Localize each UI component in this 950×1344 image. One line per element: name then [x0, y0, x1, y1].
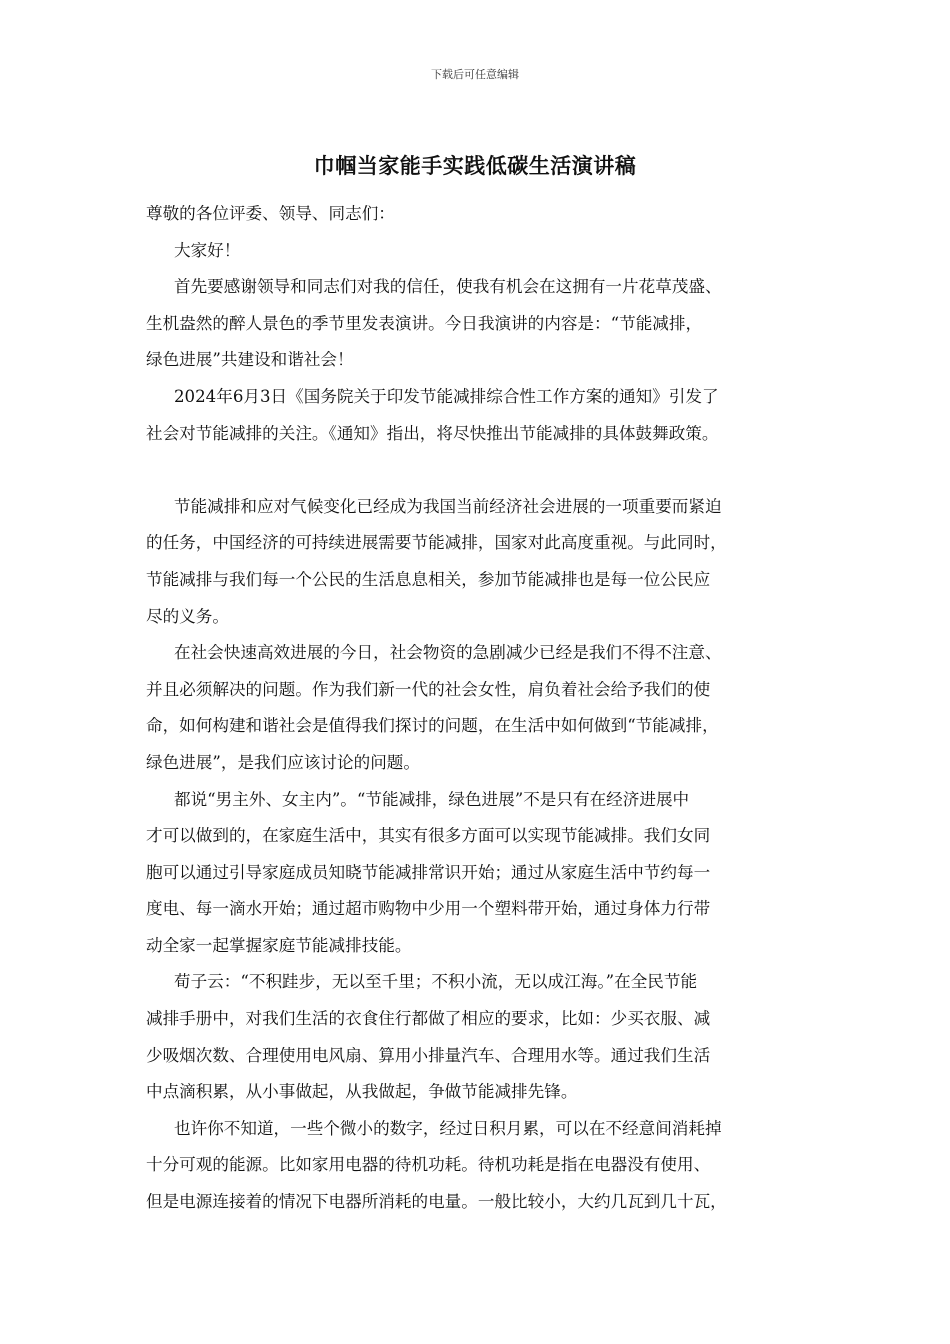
- paragraph-line: 首先要感谢领导和同志们对我的信任，使我有机会在这拥有一片花草茂盛、: [174, 277, 722, 297]
- paragraph-line: 中点滴积累，从小事做起，从我做起，争做节能减排先锋。: [146, 1082, 578, 1102]
- paragraph-line: 才可以做到的，在家庭生活中，其实有很多方面可以实现节能减排。我们女同: [146, 826, 711, 846]
- greeting-line: 大家好！: [174, 240, 241, 260]
- page-header-note: 下载后可任意编辑: [431, 68, 519, 81]
- paragraph-line: 少吸烟次数、合理使用电风扇、算用小排量汽车、合理用水等。通过我们生活: [146, 1045, 711, 1065]
- paragraph-line: 命，如何构建和谐社会是值得我们探讨的问题，在生活中如何做到“节能减排，: [146, 716, 719, 736]
- paragraph-line: 动全家一起掌握家庭节能减排技能。: [146, 935, 412, 955]
- paragraph-line: 也许你不知道，一些个微小的数字，经过日积月累，可以在不经意间消耗掉: [174, 1118, 722, 1138]
- document-title: 巾帼当家能手实践低碳生活演讲稿: [313, 154, 637, 178]
- paragraph-line: 2024年6月3日《国务院关于印发节能减排综合性工作方案的通知》引发了: [174, 386, 719, 406]
- paragraph-line: 但是电源连接着的情况下电器所消耗的电量。一般比较小，大约几瓦到几十瓦，: [146, 1192, 727, 1212]
- speech-body: [146, 196, 826, 1221]
- paragraph-line: 在社会快速高效进展的今日，社会物资的急剧减少已经是我们不得不注意、: [174, 643, 722, 663]
- paragraph-line: 节能减排与我们每一个公民的生活息息相关，参加节能减排也是每一位公民应: [146, 569, 711, 589]
- paragraph-line: 社会对节能减排的关注。《通知》指出，将尽快推出节能减排的具体鼓舞政策。: [146, 423, 719, 443]
- paragraph-line: 绿色进展”共建设和谐社会！: [146, 350, 354, 370]
- salutation-line: 尊敬的各位评委、领导、同志们：: [146, 204, 395, 223]
- paragraph-line: 都说“男主外、女主内”。“节能减排，绿色进展”不是只有在经济进展中: [174, 789, 690, 809]
- paragraph-line: 生机盎然的醉人景色的季节里发表演讲。今日我演讲的内容是：“节能减排，: [146, 313, 703, 333]
- paragraph-line: 并且必须解决的问题。作为我们新一代的社会女性，肩负着社会给予我们的使: [146, 679, 711, 699]
- paragraph-line: 十分可观的能源。比如家用电器的待机功耗。待机功耗是指在电器没有使用、: [146, 1155, 711, 1175]
- paragraph-line: 度电、每一滴水开始；通过超市购物中少用一个塑料带开始，通过身体力行带: [146, 899, 711, 919]
- paragraph-line: 绿色进展”，是我们应该讨论的问题。: [146, 752, 420, 772]
- paragraph-line: 胞可以通过引导家庭成员知晓节能减排常识开始；通过从家庭生活中节约每一: [146, 862, 711, 882]
- paragraph-gap: [146, 452, 826, 489]
- paragraph-line: 节能减排和应对气候变化已经成为我国当前经济社会进展的一项重要而紧迫: [174, 496, 722, 516]
- paragraph-line: 的任务，中国经济的可持续进展需要节能减排，国家对此高度重视。与此同时，: [146, 533, 727, 553]
- paragraph-line: 尽的义务。: [146, 606, 229, 626]
- paragraph-line: 荀子云：“不积跬步，无以至千里；不积小流，无以成江海。”在全民节能: [174, 972, 698, 992]
- paragraph-line: 减排手册中，对我们生活的衣食住行都做了相应的要求，比如：少买衣服、减: [146, 1009, 711, 1029]
